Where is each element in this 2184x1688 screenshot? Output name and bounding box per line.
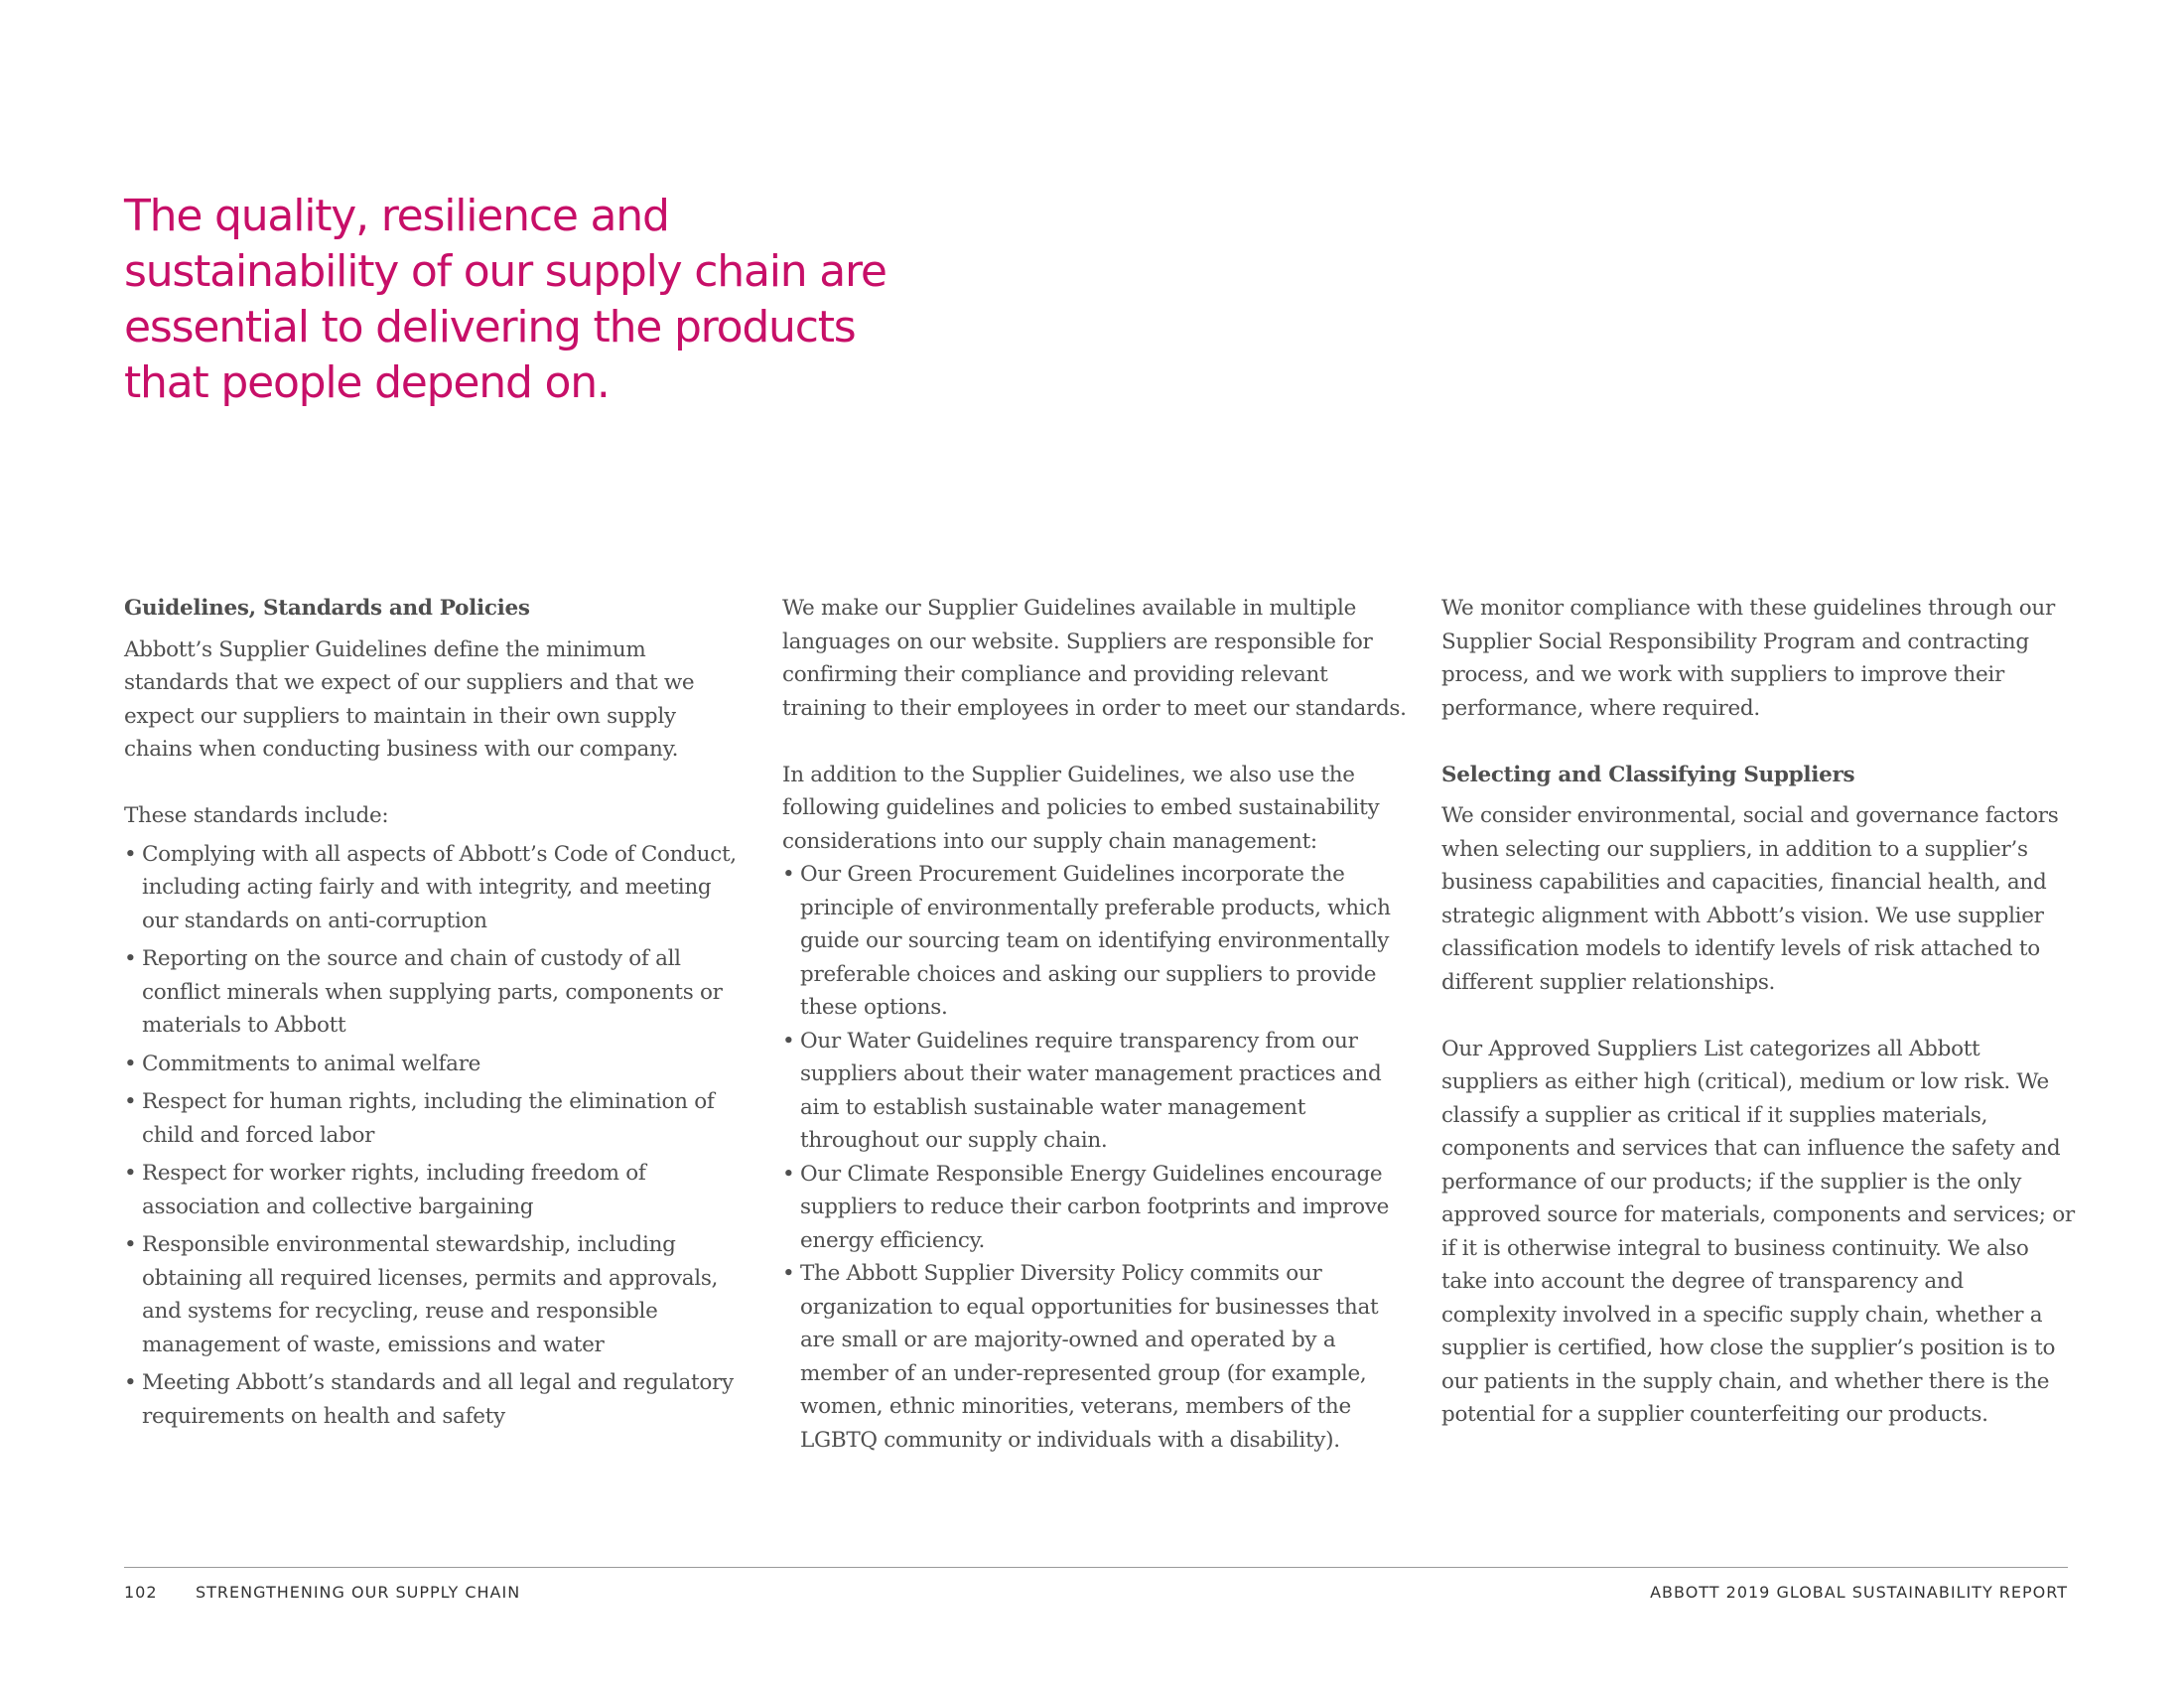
list-item: • Respect for human rights, including the elimination of child and forced labor xyxy=(124,1085,750,1152)
compliance-paragraph: We monitor compliance with these guidelines through our Supplier Social Responsibility Program and contracting process, and we work with suppliers to improve their performance, where required. xyxy=(1441,596,2055,721)
policies-list xyxy=(782,858,1418,1457)
esg-factors-paragraph: We consider environmental, social and governance factors when selecting our suppliers, in addition to a supplier’s business capabilities and capacities, financial health, and strategic alignment with Abbott’s vision. We use supplier classification models to identify levels of risk attached to different supplier relationships. xyxy=(1441,803,2059,995)
list-item: • Reporting on the source and chain of custody of all conflict minerals when supplying parts, components or materials to Abbott xyxy=(124,942,750,1043)
footer-divider xyxy=(124,1567,2068,1568)
standards-list xyxy=(124,838,750,1434)
list-item: • Our Green Procurement Guidelines incorporate the principle of environmentally preferable products, which guide our sourcing team on identifying environmentally preferable choices and asking our suppliers to provide these options. xyxy=(782,858,1418,1025)
list-item: • The Abbott Supplier Diversity Policy commits our organization to equal opportunities for businesses that are small or are majority-owned and operated by a member of an under-represented group (for example, women, ethnic minorities, veterans, members of the LGBTQ community or individuals with a disability). xyxy=(782,1257,1418,1457)
section-heading-selecting: Selecting and Classifying Suppliers xyxy=(1441,762,1855,787)
list-item: • Respect for worker rights, including freedom of association and collective bargaining xyxy=(124,1157,750,1223)
list-item: • Our Climate Responsible Energy Guidelines encourage suppliers to reduce their carbon footprints and improve energy efficiency. xyxy=(782,1158,1418,1258)
list-item: • Complying with all aspects of Abbott’s Code of Conduct, including acting fairly and with integrity, and meeting our standards on anti-corruption xyxy=(124,838,750,938)
footer-report-title: ABBOTT 2019 GLOBAL SUSTAINABILITY REPORT xyxy=(1650,1583,2068,1602)
list-item: • Our Water Guidelines require transparency from our suppliers about their water management practices and aim to establish sustainable water management throughout our supply chain. xyxy=(782,1025,1418,1158)
list-item: • Meeting Abbott’s standards and all legal and regulatory requirements on health and safety xyxy=(124,1366,750,1433)
page-number: 102 xyxy=(124,1583,158,1602)
footer-section-title: STRENGTHENING OUR SUPPLY CHAIN xyxy=(196,1583,521,1602)
column-selecting-suppliers xyxy=(1441,592,2077,1432)
languages-paragraph: We make our Supplier Guidelines available in multiple languages on our website. Suppliers are responsible for confirming their compliance and providing relevant training to their employees in order to meet our standards. xyxy=(782,596,1407,721)
column-policies xyxy=(782,592,1418,1457)
page-headline: The quality, resilience and sustainability of our supply chain are essential to delivering the products that people depend on. xyxy=(124,191,887,408)
list-item: • Responsible environmental stewardship, including obtaining all required licenses, permits and approvals, and systems for recycling, reuse and responsible management of waste, emissions and water xyxy=(124,1228,750,1361)
column-guidelines xyxy=(124,592,750,1433)
approved-suppliers-paragraph: Our Approved Suppliers List categorizes all Abbott suppliers as either high (critical), medium or low risk. We classify a supplier as critical if it supplies materials, components and services that can influence the safety and performance of our products; if the supplier is the only approved source for materials, components and services; or if it is otherwise integral to business continuity. We also take into account the degree of transparency and complexity involved in a specific supply chain, whether a supplier is certified, how close the supplier’s position is to our patients in the supply chain, and whether there is the potential for a supplier counterfeiting our products. xyxy=(1441,1036,2075,1427)
section-heading-guidelines: Guidelines, Standards and Policies xyxy=(124,596,530,621)
list-item: • Commitments to animal welfare xyxy=(124,1048,750,1081)
supplier-guidelines-paragraph: Abbott’s Supplier Guidelines define the minimum standards that we expect of our suppliers and that we expect our suppliers to maintain in their own supply chains when conducting business with our company. xyxy=(124,636,695,762)
additional-policies-intro: In addition to the Supplier Guidelines, we also use the following guidelines and policies to embed sustainability considerations into our supply chain management: xyxy=(782,762,1380,854)
standards-intro: These standards include: xyxy=(124,803,389,828)
